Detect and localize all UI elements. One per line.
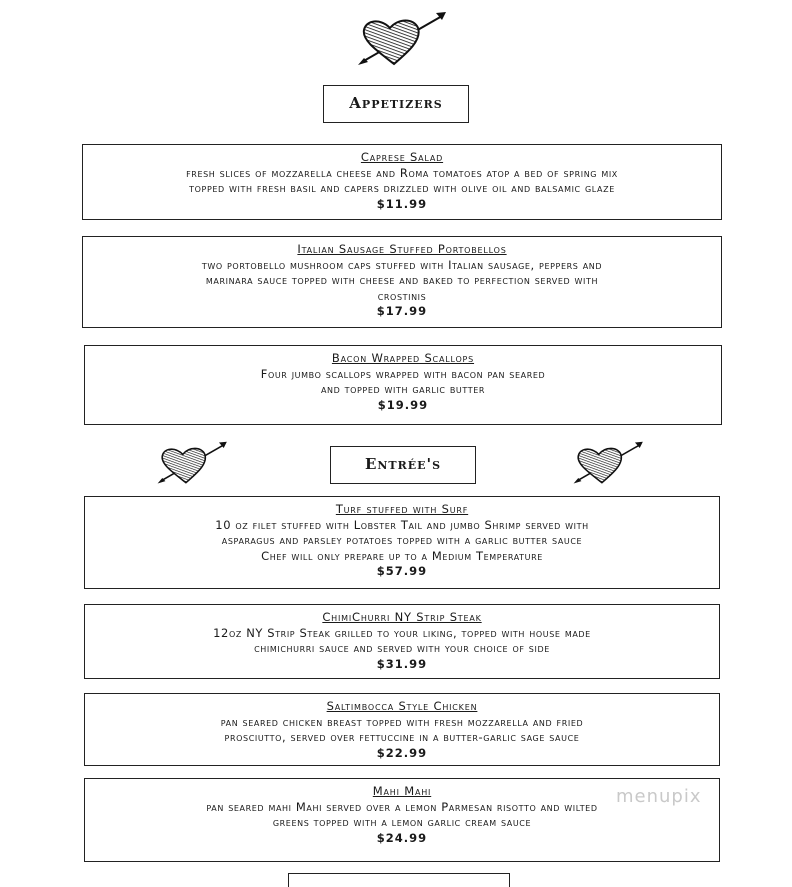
item-description: fresh slices of mozzarella cheese and Roma tomatoes atop a bed of spring mix topped with fresh basil and capers drizzled with olive oil and balsamic glaze bbox=[186, 165, 618, 195]
item-price: $22.99 bbox=[376, 745, 428, 760]
item-name: Italian Sausage Stuffed Portobellos bbox=[297, 242, 507, 256]
item-name: Turf stuffed with Surf bbox=[335, 502, 469, 516]
item-description: pan seared chicken breast topped with fresh mozzarella and fried prosciutto, served over fettuccine in a butter-garlic sage sauce bbox=[220, 714, 584, 744]
item-description: 10 oz filet stuffed with Lobster Tail and jumbo Shrimp served with asparagus and parsley potatoes topped with a garlic butter sauce Chef will only prepare up to a Medium Temperature bbox=[215, 517, 589, 563]
menu-item-caprese bbox=[82, 144, 722, 220]
next-section-box bbox=[288, 873, 510, 887]
heart-arrow-icon bbox=[356, 10, 450, 68]
menu-item-strip-steak bbox=[84, 604, 720, 679]
item-name: Saltimbocca Style Chicken bbox=[326, 699, 478, 713]
menu-item-saltimbocca bbox=[84, 693, 720, 766]
item-price: $24.99 bbox=[376, 830, 428, 845]
watermark: menupix bbox=[616, 786, 702, 807]
item-name: Bacon Wrapped Scallops bbox=[331, 351, 475, 365]
item-name: Mahi Mahi bbox=[372, 784, 432, 798]
menu-item-scallops bbox=[84, 345, 722, 425]
item-price: $57.99 bbox=[376, 564, 428, 578]
menu-item-turf-surf bbox=[84, 496, 720, 589]
item-price: $11.99 bbox=[376, 196, 428, 211]
item-name: ChimiChurri NY Strip Steak bbox=[322, 610, 482, 624]
item-description: pan seared mahi Mahi served over a lemon Parmesan risotto and wilted greens topped with a lemon garlic cream sauce bbox=[206, 799, 598, 829]
section-title-appetizers: Appetizers bbox=[323, 85, 469, 123]
heart-arrow-icon bbox=[572, 440, 646, 486]
menu-item-portobellos bbox=[82, 236, 722, 328]
item-price: $17.99 bbox=[376, 304, 428, 318]
item-price: $19.99 bbox=[377, 397, 429, 412]
item-description: 12oz NY Strip Steak grilled to your liking, topped with house made chimichurri sauce and served with your choice of side bbox=[213, 625, 591, 655]
item-price: $31.99 bbox=[376, 656, 428, 671]
item-description: two portobello mushroom caps stuffed with Italian sausage, peppers and marinara sauce topped with cheese and baked to perfection served with crostinis bbox=[201, 257, 603, 303]
section-title-entrees: Entrée's bbox=[330, 446, 476, 484]
item-description: Four jumbo scallops wrapped with bacon pan seared and topped with garlic butter bbox=[260, 366, 546, 396]
item-name: Caprese Salad bbox=[360, 150, 444, 164]
heart-arrow-icon bbox=[156, 440, 230, 486]
